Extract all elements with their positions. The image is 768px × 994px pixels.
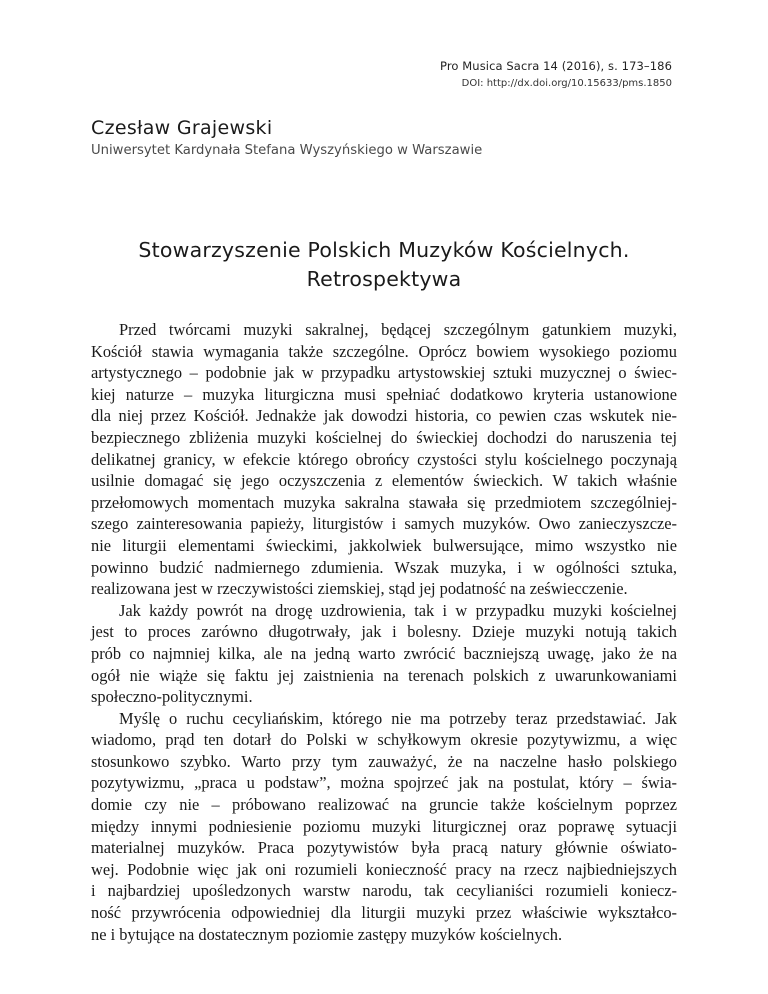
- journal-citation: Pro Musica Sacra 14 (2016), s. 173–186: [439, 59, 672, 73]
- journal-header: [440, 58, 672, 91]
- text-line: dla niej przez Kościół. Jednakże jak dowodzi historia, co pewien czas wskutek nie-: [91, 406, 677, 426]
- text-line: wiadomo, prąd ten dotarł do Polski w schyłkowym okresie pozytywizmu, a więc: [91, 730, 677, 750]
- title-line-2: Retrospektywa: [306, 267, 462, 291]
- text-line: jest to proces zarówno długotrwały, jak i bolesny. Dzieje muzyki notują takich: [91, 622, 677, 642]
- author-name: Czesław Grajewski: [91, 117, 273, 139]
- text-line: Kościół stawia wymagania także szczególne. Oprócz bowiem wysokiego poziomu: [91, 341, 677, 361]
- text-line: ogół nie wiąże się faktu jej zaistnienia na terenach polskich z uwarunkowaniami: [91, 665, 677, 685]
- title-line-1: Stowarzyszenie Polskich Muzyków Kościelnych.: [138, 238, 630, 262]
- text-line: domie czy nie – próbowano realizować na gruncie także kościelnym poprzez: [91, 795, 677, 815]
- article-title: [91, 236, 677, 294]
- text-line: materialnej muzyków. Praca pozytywistów była pracą natury głównie oświato-: [91, 838, 677, 858]
- text-line: nie liturgii elementami świeckimi, jakkolwiek bulwersujące, mimo wszystko nie: [91, 535, 677, 555]
- text-line: usilnie domagać się jego oczyszczenia z elementów świeckich. W takich właśnie: [91, 471, 677, 491]
- text-line: ne i bytujące na dostatecznym poziomie zastępy muzyków kościelnych.: [91, 924, 563, 944]
- article-body: [91, 319, 677, 945]
- text-line: i najbardziej upośledzonych warstw narodu, tak cecylianiści rozumieli koniecz-: [91, 881, 677, 901]
- text-line: przełomowych momentach muzyka sakralna stawała się przedmiotem szczególniej-: [91, 492, 677, 512]
- text-line: Jak każdy powrót na drogę uzdrowienia, tak i w przypadku muzyki kościelnej: [119, 600, 677, 620]
- text-line: prób co najmniej kilka, ale na jedną warto zwrócić baczniejszą uwagę, jako że na: [91, 643, 677, 663]
- text-line: kiej naturze – muzyka liturgiczna musi spełniać dodatkowo kryteria ustanowione: [91, 384, 677, 404]
- paragraph: [91, 708, 677, 946]
- text-line: szego zainteresowania papieży, liturgistów i samych muzyków. Owo zanieczyszcze-: [91, 514, 677, 534]
- text-line: artystycznego – podobnie jak w przypadku artystowskiej sztuki muzycznej o świec-: [91, 363, 677, 383]
- text-line: Myślę o ruchu cecyliańskim, którego nie ma potrzeby teraz przedstawiać. Jak: [119, 708, 677, 728]
- text-line: między innymi podniesienie poziomu muzyki liturgicznej oraz poprawę sytuacji: [91, 816, 677, 836]
- text-line: ność przywrócenia odpowiedniej dla liturgii muzyki przez właściwie wykształco-: [91, 903, 677, 923]
- text-line: powinno budzić nadmiernego zdumienia. Wszak muzyka, i w ogólności sztuka,: [91, 557, 677, 577]
- paragraph: [91, 319, 677, 600]
- paragraph: [91, 600, 677, 708]
- text-line: społeczno-politycznymi.: [91, 687, 253, 707]
- author-block: [91, 116, 482, 160]
- doi-link[interactable]: DOI: http://dx.doi.org/10.15633/pms.1850: [461, 78, 672, 89]
- author-affiliation: Uniwersytet Kardynała Stefana Wyszyńskiego w Warszawie: [91, 143, 483, 158]
- text-line: realizowana jest w rzeczywistości ziemskiej, stąd jej podatność na zeświecczenie.: [91, 579, 628, 599]
- text-line: wej. Podobnie więc jak oni rozumieli konieczność pracy na rzecz najbiedniejszych: [91, 859, 677, 879]
- text-line: pozytywizmu, „praca u podstaw”, można spojrzeć jak na postulat, który – świa-: [91, 773, 677, 793]
- text-line: bezpiecznego zbliżenia muzyki kościelnej do świeckiej dochodzi do naruszenia tej: [91, 427, 677, 447]
- text-line: Przed twórcami muzyki sakralnej, będącej szczególnym gatunkiem muzyki,: [119, 320, 677, 339]
- text-line: delikatnej granicy, w efekcie którego obrońcy czystości stylu kościelnego poczynają: [91, 449, 677, 469]
- text-line: stosunkowo szybko. Warto przy tym zauważyć, że na naczelne hasło polskiego: [91, 751, 677, 771]
